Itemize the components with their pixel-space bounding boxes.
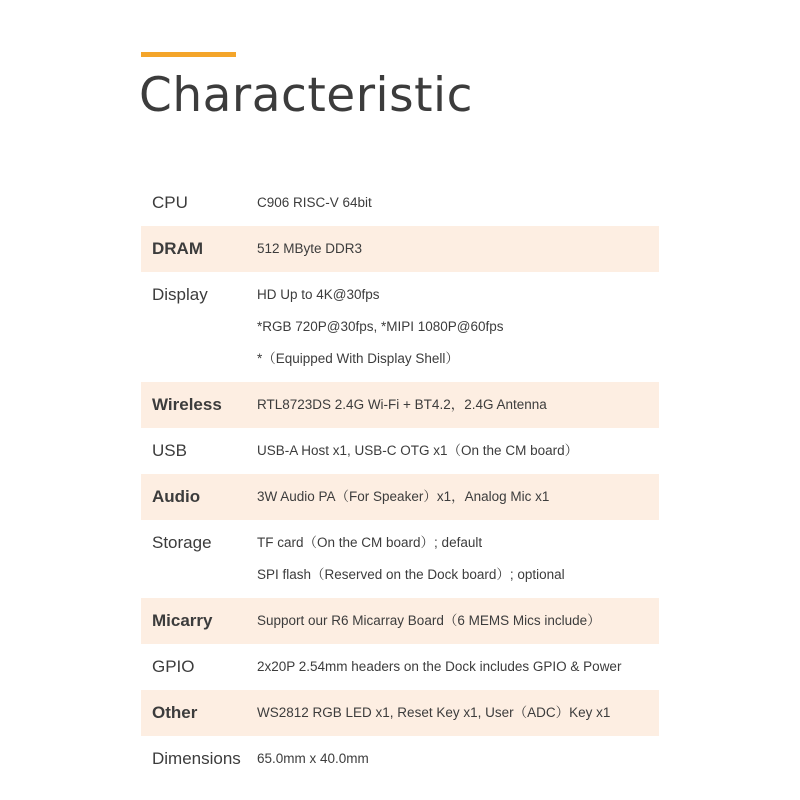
table-row [141,736,659,782]
table-row [141,226,659,272]
spec-value [257,389,659,421]
spec-value-line: 3W Audio PA（For Speaker）x1，Analog Mic x1 [257,489,550,504]
table-row [141,690,659,736]
table-row [141,644,659,690]
spec-value-line: WS2812 RGB LED x1, Reset Key x1, User（ADC）Key x1 [257,705,611,720]
spec-label: Dimensions [152,749,241,768]
spec-label: Display [152,285,208,304]
spec-value-line: *RGB 720P@30fps, *MIPI 1080P@60fps [257,319,504,334]
spec-value-line: Support our R6 Micarray Board（6 MEMS Mics include） [257,613,601,628]
spec-value [257,187,659,219]
spec-value-line: SPI flash（Reserved on the Dock board）; optional [257,567,565,582]
spec-value-line: USB-A Host x1, USB-C OTG x1（On the CM board） [257,443,579,458]
spec-label: Audio [152,487,201,506]
page-title: Characteristic [139,68,473,123]
spec-value [257,279,659,375]
spec-value [257,743,659,775]
spec-value-line: C906 RISC-V 64bit [257,195,372,210]
table-row [141,272,659,382]
spec-value [257,651,659,683]
spec-value-line: HD Up to 4K@30fps [257,287,380,302]
spec-value-line: RTL8723DS 2.4G Wi-Fi + BT4.2，2.4G Antenna [257,397,547,412]
table-row [141,382,659,428]
spec-value [257,435,659,467]
spec-value-line: *（Equipped With Display Shell） [257,351,459,366]
spec-label: Storage [152,533,212,552]
spec-value [257,605,659,637]
table-row [141,598,659,644]
table-row [141,520,659,598]
spec-value [257,697,659,729]
spec-value-line: 512 MByte DDR3 [257,241,363,256]
accent-bar [141,52,236,57]
spec-value-line: TF card（On the CM board）; default [257,535,483,550]
spec-label: Wireless [152,395,222,414]
spec-value [257,233,659,265]
table-row [141,474,659,520]
spec-value-line: 65.0mm x 40.0mm [257,751,369,766]
spec-label: DRAM [152,239,203,258]
specification-table [141,180,659,782]
spec-value-line: 2x20P 2.54mm headers on the Dock includes GPIO & Power [257,659,622,674]
table-row [141,428,659,474]
spec-value [257,527,659,591]
spec-label: GPIO [152,657,195,676]
table-row [141,180,659,226]
spec-label: CPU [152,193,188,212]
spec-label: USB [152,441,187,460]
spec-label: Micarry [152,611,213,630]
spec-value [257,481,659,513]
spec-label: Other [152,703,198,722]
